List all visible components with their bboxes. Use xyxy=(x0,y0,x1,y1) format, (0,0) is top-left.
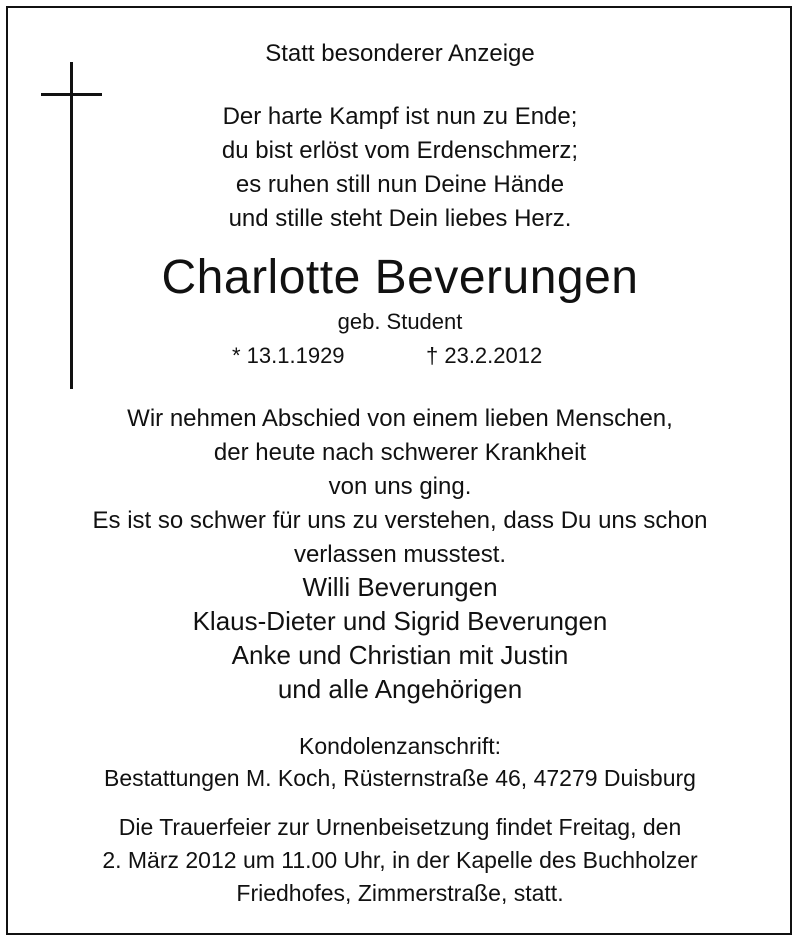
mourner-line: Willi Beverungen xyxy=(302,572,498,602)
mourner-line: Klaus-Dieter und Sigrid Beverungen xyxy=(192,606,608,636)
poem-line: es ruhen still nun Deine Hände xyxy=(235,171,565,198)
service-info xyxy=(0,811,800,910)
poem xyxy=(0,100,800,236)
cross-horizontal-bar xyxy=(41,93,102,96)
service-line: Die Trauerfeier zur Urnenbeisetzung findet Freitag, den xyxy=(118,814,682,840)
deceased-name: Charlotte Beverungen xyxy=(161,251,639,304)
condolence-label: Kondolenzanschrift: xyxy=(298,733,501,759)
birth-date: * 13.1.1929 xyxy=(232,343,345,368)
mourners-list xyxy=(0,570,800,706)
poem-line: Der harte Kampf ist nun zu Ende; xyxy=(222,103,578,130)
service-line: Friedhofes, Zimmerstraße, statt. xyxy=(236,880,564,906)
farewell-line: Wir nehmen Abschied von einem lieben Menschen, xyxy=(127,405,673,432)
farewell-line: verlassen musstest. xyxy=(293,541,507,568)
notice-header: Statt besonderer Anzeige xyxy=(265,40,535,67)
death-date: † 23.2.2012 xyxy=(426,343,543,368)
condolence-address: Bestattungen M. Koch, Rüsternstraße 46, 47279 Duisburg xyxy=(104,765,696,791)
condolence-block xyxy=(0,730,800,794)
farewell-line: Es ist so schwer für uns zu verstehen, dass Du uns schon xyxy=(92,507,708,534)
mourner-line: Anke und Christian mit Justin xyxy=(231,640,569,670)
mourner-line: und alle Angehörigen xyxy=(277,674,523,704)
service-line: 2. März 2012 um 11.00 Uhr, in der Kapelle des Buchholzer xyxy=(102,847,698,873)
farewell-line: der heute nach schwerer Krankheit xyxy=(213,439,587,466)
poem-line: du bist erlöst vom Erdenschmerz; xyxy=(221,137,579,164)
poem-line: und stille steht Dein liebes Herz. xyxy=(228,205,572,232)
farewell-text xyxy=(0,402,800,572)
birth-name: geb. Student xyxy=(337,309,463,334)
farewell-line: von uns ging. xyxy=(328,473,472,500)
